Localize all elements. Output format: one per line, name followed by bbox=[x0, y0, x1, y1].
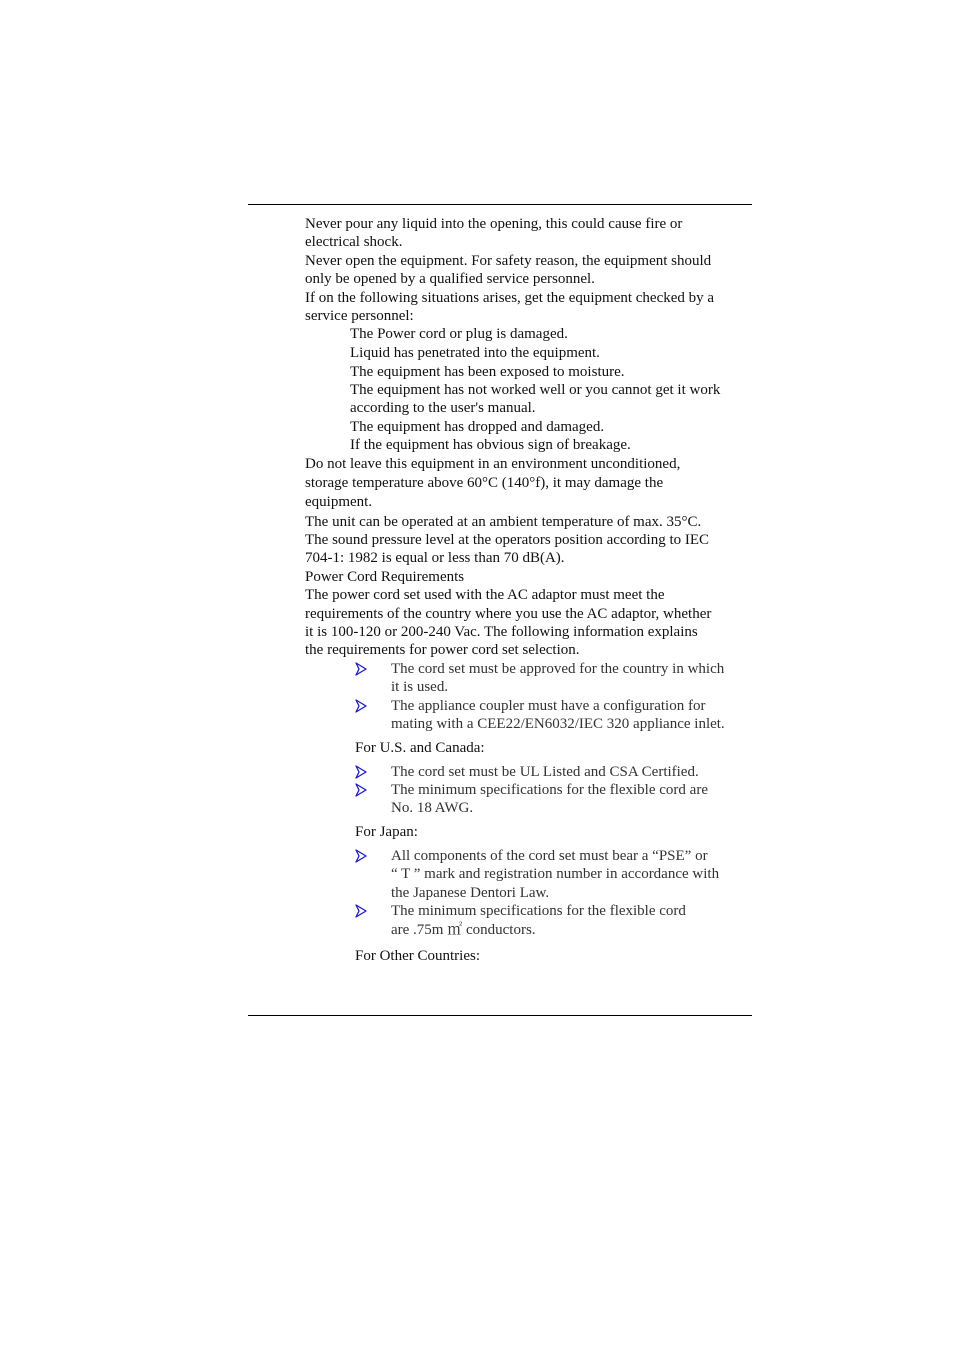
arrow-bullet-icon bbox=[355, 847, 367, 865]
bullet-text: “ T ” mark and registration number in accordance with bbox=[391, 866, 720, 882]
paragraph-line: electrical shock. bbox=[305, 234, 403, 250]
bullet-text: are .75m ㎡ conductors. bbox=[391, 922, 536, 938]
paragraph-line: Do not leave this equipment in an environment unconditioned, bbox=[305, 456, 681, 472]
paragraph-line: storage temperature above 60°C (140°f), it may damage the bbox=[305, 475, 664, 491]
paragraph-line: service personnel: bbox=[305, 308, 414, 324]
situation-item: If the equipment has obvious sign of breakage. bbox=[350, 437, 631, 453]
bullet-text: the Japanese Dentori Law. bbox=[391, 885, 550, 901]
paragraph-line: The sound pressure level at the operators position according to IEC bbox=[305, 532, 710, 548]
paragraph-line: it is 100-120 or 200-240 Vac. The following information explains bbox=[305, 624, 698, 640]
section-heading: Power Cord Requirements bbox=[305, 569, 465, 585]
bullet-text: The cord set must be approved for the country in which bbox=[391, 661, 725, 677]
paragraph-line: 704-1: 1982 is equal or less than 70 dB(A). bbox=[305, 550, 565, 566]
arrow-bullet-icon bbox=[355, 763, 367, 781]
bullet-text: No. 18 AWG. bbox=[391, 800, 474, 816]
bullet-text: The minimum specifications for the flexible cord bbox=[391, 903, 686, 919]
bullet-text: The cord set must be UL Listed and CSA Certified. bbox=[391, 764, 699, 780]
arrow-bullet-icon bbox=[355, 660, 367, 678]
top-rule bbox=[248, 204, 752, 205]
other-countries-heading: For Other Countries: bbox=[355, 948, 480, 964]
paragraph-line: the requirements for power cord set selection. bbox=[305, 642, 580, 658]
paragraph-line: only be opened by a qualified service personnel. bbox=[305, 271, 595, 287]
arrow-bullet-icon bbox=[355, 902, 367, 920]
paragraph-line: Never open the equipment. For safety reason, the equipment should bbox=[305, 253, 712, 269]
situation-item: The equipment has been exposed to moisture. bbox=[350, 364, 625, 380]
paragraph-line: The power cord set used with the AC adaptor must meet the bbox=[305, 587, 665, 603]
japan-heading: For Japan: bbox=[355, 824, 418, 840]
bullet-text: The appliance coupler must have a configuration for bbox=[391, 698, 706, 714]
bottom-rule bbox=[248, 1015, 752, 1016]
paragraph-line: equipment. bbox=[305, 494, 373, 510]
paragraph-line: The unit can be operated at an ambient temperature of max. 35°C. bbox=[305, 514, 702, 530]
arrow-bullet-icon bbox=[355, 781, 367, 799]
paragraph-line: requirements of the country where you use the AC adaptor, whether bbox=[305, 606, 712, 622]
situation-item: The equipment has not worked well or you cannot get it work bbox=[350, 382, 721, 398]
situation-item: The equipment has dropped and damaged. bbox=[350, 419, 605, 435]
arrow-bullet-icon bbox=[355, 697, 367, 715]
bullet-text: mating with a CEE22/EN6032/IEC 320 appliance inlet. bbox=[391, 716, 725, 732]
paragraph-line: Never pour any liquid into the opening, this could cause fire or bbox=[305, 216, 683, 232]
bullet-text: All components of the cord set must bear a “PSE” or bbox=[391, 848, 708, 864]
situation-item: The Power cord or plug is damaged. bbox=[350, 326, 568, 342]
situation-item: according to the user's manual. bbox=[350, 400, 536, 416]
bullet-text: The minimum specifications for the flexible cord are bbox=[391, 782, 708, 798]
us-canada-heading: For U.S. and Canada: bbox=[355, 740, 485, 756]
situation-item: Liquid has penetrated into the equipment. bbox=[350, 345, 600, 361]
paragraph-line: If on the following situations arises, get the equipment checked by a bbox=[305, 290, 715, 306]
bullet-text: it is used. bbox=[391, 679, 449, 695]
